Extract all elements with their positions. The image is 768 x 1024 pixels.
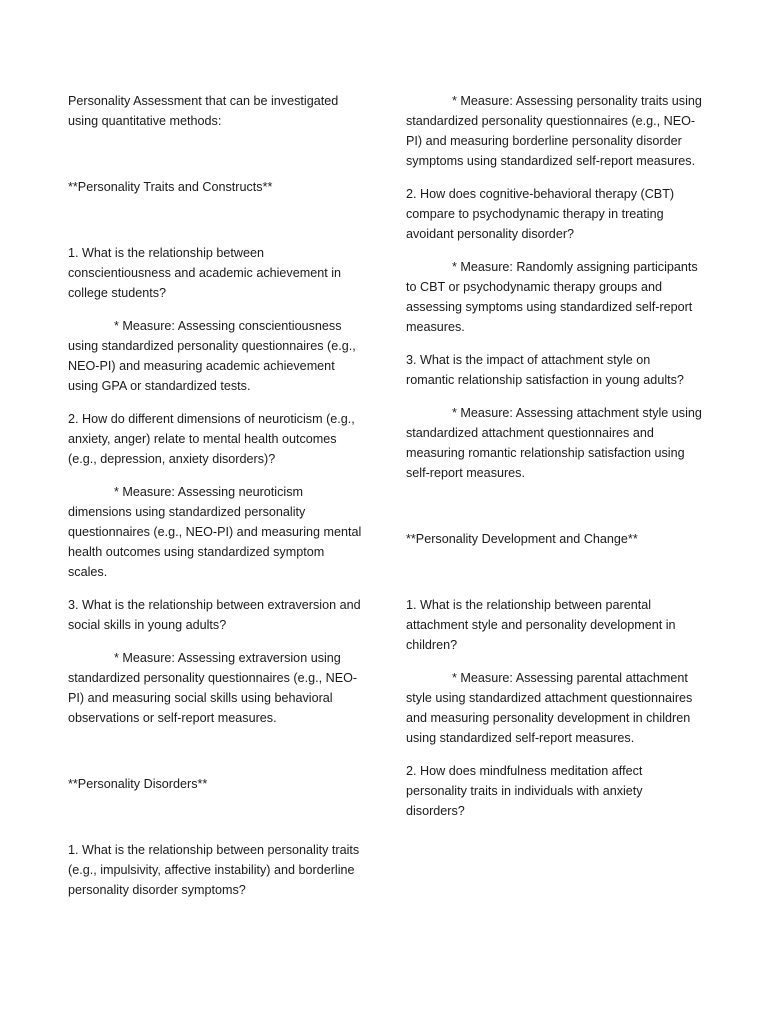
measure-item: * Measure: Assessing neuroticism dimensions using standardized personality questionnaires (e.g., NEO-PI) and measuring mental health outcomes using standardized symptom scales. xyxy=(68,485,362,579)
question-item: 3. What is the relationship between extraversion and social skills in young adults? xyxy=(68,598,361,632)
question-item: 2. How does mindfulness meditation affect personality traits in individuals with anxiety disorders? xyxy=(406,764,643,818)
question-item: 1. What is the relationship between conscientiousness and academic achievement in college students? xyxy=(68,246,342,300)
right-column xyxy=(406,91,702,821)
intro-paragraph: Personality Assessment that can be investigated using quantitative methods: xyxy=(68,94,339,128)
measure-item: * Measure: Assessing personality traits using standardized personality questionnaires (e.g., NEO-PI) and measuring borderline personality disorder symptoms using standardized self-report measures. xyxy=(406,94,702,168)
question-item: 2. How does cognitive-behavioral therapy (CBT) compare to psychodynamic therapy in treating avoidant personality disorder? xyxy=(406,187,675,241)
section-heading-disorders: **Personality Disorders** xyxy=(68,777,208,791)
question-item: 2. How do different dimensions of neuroticism (e.g., anxiety, anger) relate to mental health outcomes (e.g., depression, anxiety disorders)? xyxy=(68,412,355,466)
section-heading-traits: **Personality Traits and Constructs** xyxy=(68,180,273,194)
question-item: 1. What is the relationship between personality traits (e.g., impulsivity, affective instability) and borderline personality disorder symptoms? xyxy=(68,843,360,897)
measure-item: * Measure: Assessing extraversion using standardized personality questionnaires (e.g., NEO-PI) and measuring social skills using behavioral observations or self-report measures. xyxy=(68,651,358,725)
measure-item: * Measure: Assessing parental attachment style using standardized attachment questionnaires and measuring personality development in children using standardized self-report measures. xyxy=(406,671,693,745)
question-item: 1. What is the relationship between parental attachment style and personality development in children? xyxy=(406,598,676,652)
measure-item: * Measure: Assessing conscientiousness using standardized personality questionnaires (e.g., NEO-PI) and measuring academic achievement using GPA or standardized tests. xyxy=(68,319,356,393)
question-item: 3. What is the impact of attachment style on romantic relationship satisfaction in young adults? xyxy=(406,353,684,387)
section-heading-development: **Personality Development and Change** xyxy=(406,532,638,546)
measure-item: * Measure: Assessing attachment style using standardized attachment questionnaires and measuring romantic relationship satisfaction using self-report measures. xyxy=(406,406,702,480)
measure-item: * Measure: Randomly assigning participants to CBT or psychodynamic therapy groups and assessing symptoms using standardized self-report measures. xyxy=(406,260,698,334)
left-column xyxy=(68,91,364,900)
